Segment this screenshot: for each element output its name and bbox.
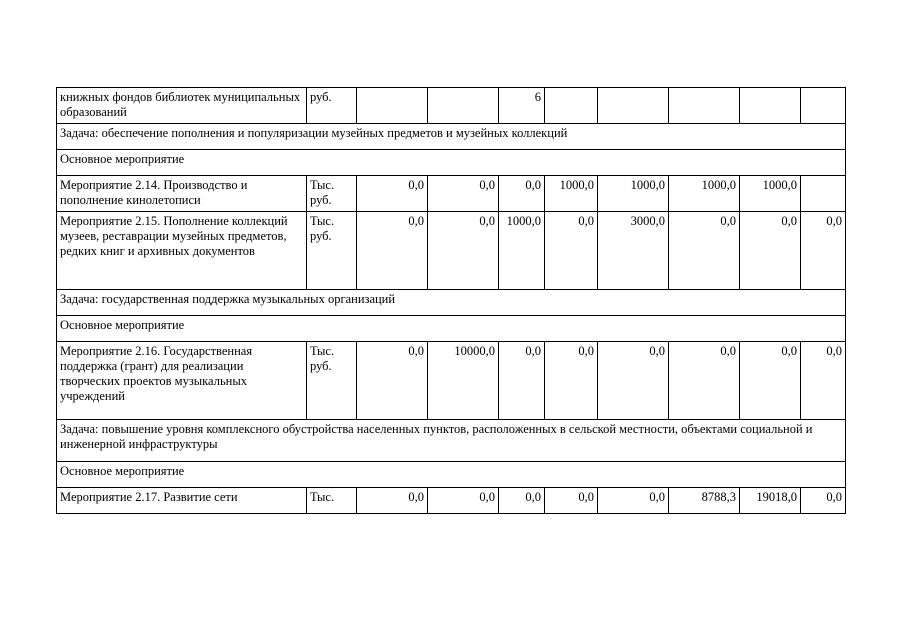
event-name-cell: книжных фондов библиотек муниципальных образований xyxy=(57,88,307,124)
value-cell: 3000,0 xyxy=(598,212,669,290)
value-cell: 0,0 xyxy=(499,488,545,514)
value-cell: 0,0 xyxy=(357,212,428,290)
table-row xyxy=(57,342,846,420)
value-cell xyxy=(598,88,669,124)
value-cell: 0,0 xyxy=(801,212,846,290)
unit-cell: Тыс. руб. xyxy=(307,342,357,420)
table-row xyxy=(57,488,846,514)
value-cell xyxy=(740,88,801,124)
value-cell: 1000,0 xyxy=(545,176,598,212)
value-cell: 0,0 xyxy=(598,488,669,514)
value-cell xyxy=(801,88,846,124)
value-cell: 0,0 xyxy=(428,176,499,212)
main-activity-heading: Основное мероприятие xyxy=(57,462,846,488)
value-cell: 0,0 xyxy=(545,212,598,290)
value-cell: 0,0 xyxy=(598,342,669,420)
event-name-cell: Мероприятие 2.17. Развитие сети xyxy=(57,488,307,514)
value-cell: 19018,0 xyxy=(740,488,801,514)
value-cell xyxy=(801,176,846,212)
value-cell xyxy=(545,88,598,124)
value-cell: 10000,0 xyxy=(428,342,499,420)
event-name-cell: Мероприятие 2.16. Государственная поддержка (грант) для реализации творческих проектов музыкальных учреждений xyxy=(57,342,307,420)
task-row xyxy=(57,124,846,150)
value-cell: 0,0 xyxy=(740,342,801,420)
task-row xyxy=(57,420,846,462)
table-row xyxy=(57,88,846,124)
value-cell: 0,0 xyxy=(801,342,846,420)
value-cell: 6 xyxy=(499,88,545,124)
value-cell xyxy=(357,88,428,124)
value-cell xyxy=(428,88,499,124)
value-cell: 0,0 xyxy=(740,212,801,290)
unit-cell: Тыс. руб. xyxy=(307,212,357,290)
value-cell: 0,0 xyxy=(428,212,499,290)
unit-cell: Тыс. руб. xyxy=(307,176,357,212)
value-cell: 0,0 xyxy=(428,488,499,514)
value-cell: 0,0 xyxy=(499,176,545,212)
value-cell: 1000,0 xyxy=(598,176,669,212)
main-activity-row xyxy=(57,462,846,488)
table-row xyxy=(57,176,846,212)
program-table xyxy=(56,87,846,514)
unit-cell: руб. xyxy=(307,88,357,124)
value-cell: 0,0 xyxy=(499,342,545,420)
value-cell: 0,0 xyxy=(669,212,740,290)
table-row xyxy=(57,212,846,290)
value-cell: 0,0 xyxy=(669,342,740,420)
value-cell xyxy=(669,88,740,124)
task-heading: Задача: государственная поддержка музыкальных организаций xyxy=(57,290,846,316)
value-cell: 0,0 xyxy=(801,488,846,514)
main-activity-row xyxy=(57,150,846,176)
main-activity-heading: Основное мероприятие xyxy=(57,150,846,176)
unit-cell: Тыс. xyxy=(307,488,357,514)
value-cell: 1000,0 xyxy=(740,176,801,212)
task-row xyxy=(57,290,846,316)
event-name-cell: Мероприятие 2.14. Производство и пополнение кинолетописи xyxy=(57,176,307,212)
event-name-cell: Мероприятие 2.15. Пополнение коллекций музеев, реставрации музейных предметов, редких книг и архивных документов xyxy=(57,212,307,290)
value-cell: 0,0 xyxy=(545,488,598,514)
task-heading: Задача: повышение уровня комплексного обустройства населенных пунктов, расположенных в сельской местности, объектами социальной и инженерной инфраструктуры xyxy=(57,420,846,462)
value-cell: 8788,3 xyxy=(669,488,740,514)
main-activity-row xyxy=(57,316,846,342)
task-heading: Задача: обеспечение пополнения и популяризации музейных предметов и музейных коллекций xyxy=(57,124,846,150)
value-cell: 1000,0 xyxy=(499,212,545,290)
value-cell: 0,0 xyxy=(357,176,428,212)
value-cell: 0,0 xyxy=(357,488,428,514)
value-cell: 1000,0 xyxy=(669,176,740,212)
value-cell: 0,0 xyxy=(545,342,598,420)
value-cell: 0,0 xyxy=(357,342,428,420)
main-activity-heading: Основное мероприятие xyxy=(57,316,846,342)
